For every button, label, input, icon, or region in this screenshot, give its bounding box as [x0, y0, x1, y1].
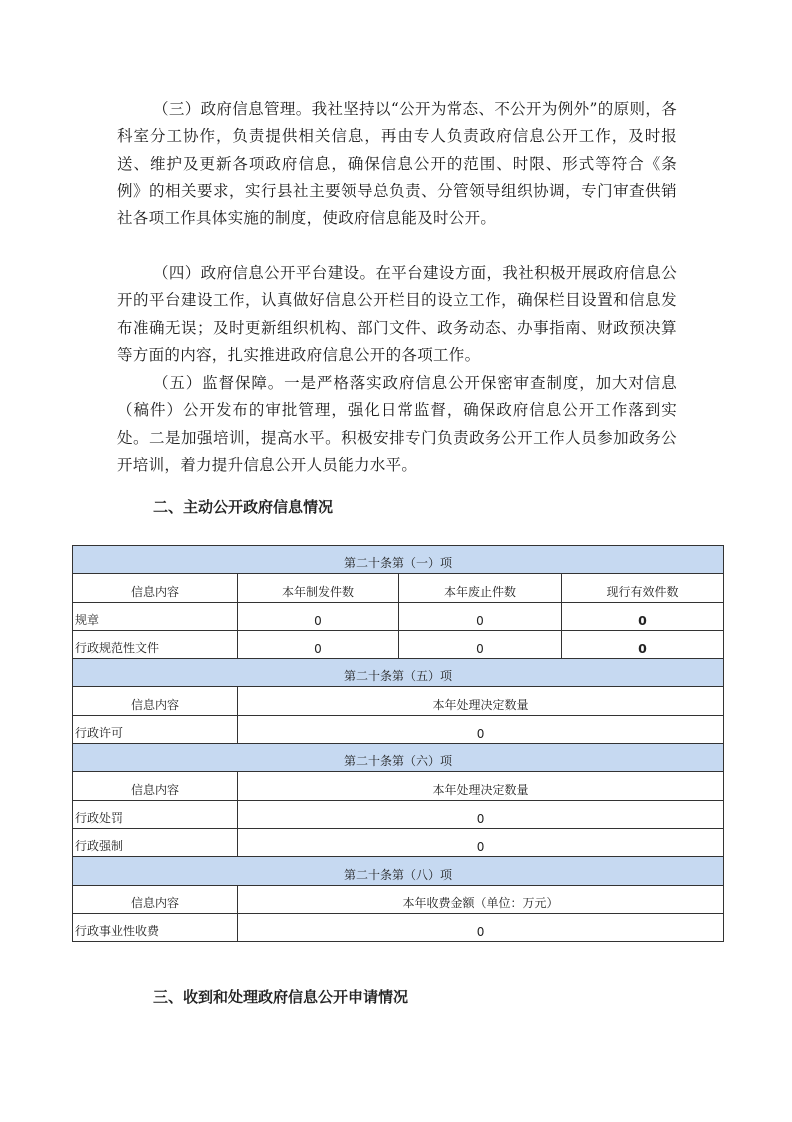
cell-value: 0 — [238, 913, 724, 941]
disclosure-table — [72, 545, 724, 942]
column-header: 本年处理决定数量 — [238, 687, 724, 715]
cell-value: 0 — [238, 630, 399, 658]
table-row — [73, 828, 724, 856]
section-heading-active-disclosure: 二、主动公开政府信息情况 — [153, 498, 334, 516]
section-title: 第二十条第（八）项 — [73, 857, 724, 885]
column-header: 本年制发件数 — [238, 574, 399, 602]
cell-value: 0 — [399, 630, 562, 658]
table-row — [73, 630, 724, 658]
cell-value: 0 — [238, 715, 724, 743]
row-label: 行政事业性收费 — [73, 913, 238, 941]
paragraph-supervision: （五）监督保障。一是严格落实政府信息公开保密审查制度，加大对信息（稿件）公开发布的审批管理，强化日常监督，确保政府信息公开工作落到实处。二是加强培训，提高水平。积极安排专门负责政务公开工作人员参加政务公开培训，着力提升信息公开人员能力水平。 — [117, 374, 677, 474]
cell-value: 0 — [562, 602, 724, 630]
cell-value: 0 — [562, 630, 724, 658]
paragraph-government-info-management: （三）政府信息管理。我社坚持以“公开为常态、不公开为例外”的原则，各科室分工协作，负责提供相关信息，再由专人负责政府信息公开工作，及时报送、维护及更新各项政府信息，确保信息公开的范围、时限、形式等符合《条例》的相关要求，实行县社主要领导总负责、分管领导组织协调，专门审查供销社各项工作具体实施的制度，使政府信息能及时公开。 — [117, 100, 677, 228]
section-title: 第二十条第（六）项 — [73, 744, 724, 772]
column-header: 信息内容 — [73, 574, 238, 602]
section-heading-applications: 三、收到和处理政府信息公开申请情况 — [153, 988, 409, 1006]
column-header: 本年处理决定数量 — [238, 772, 724, 800]
column-header: 信息内容 — [73, 772, 238, 800]
row-label: 行政许可 — [73, 715, 238, 743]
section-header-row — [73, 659, 724, 687]
column-header: 本年收费金额（单位：万元） — [238, 885, 724, 913]
paragraph-platform-construction: （四）政府信息公开平台建设。在平台建设方面，我社积极开展政府信息公开的平台建设工作，认真做好信息公开栏目的设立工作，确保栏目设置和信息发布准确无误；及时更新组织机构、部门文件、政务动态、办事指南、财政预决算等方面的内容，扎实推进政府信息公开的各项工作。 — [117, 264, 677, 364]
cell-value: 0 — [238, 602, 399, 630]
column-header-row — [73, 687, 724, 715]
column-header-row — [73, 772, 724, 800]
column-header: 信息内容 — [73, 885, 238, 913]
table-row — [73, 800, 724, 828]
row-label: 行政规范性文件 — [73, 630, 238, 658]
cell-value: 0 — [238, 800, 724, 828]
column-header: 信息内容 — [73, 687, 238, 715]
column-header-row — [73, 885, 724, 913]
section-header-row — [73, 857, 724, 885]
column-header: 本年废止件数 — [399, 574, 562, 602]
column-header-row — [73, 574, 724, 602]
table-row — [73, 602, 724, 630]
row-label: 规章 — [73, 602, 238, 630]
row-label: 行政强制 — [73, 828, 238, 856]
cell-value: 0 — [399, 602, 562, 630]
column-header: 现行有效件数 — [562, 574, 724, 602]
section-title: 第二十条第（五）项 — [73, 659, 724, 687]
row-label: 行政处罚 — [73, 800, 238, 828]
table-row — [73, 715, 724, 743]
cell-value: 0 — [238, 828, 724, 856]
section-header-row — [73, 744, 724, 772]
section-header-row — [73, 546, 724, 574]
section-title: 第二十条第（一）项 — [73, 546, 724, 574]
table-row — [73, 913, 724, 941]
